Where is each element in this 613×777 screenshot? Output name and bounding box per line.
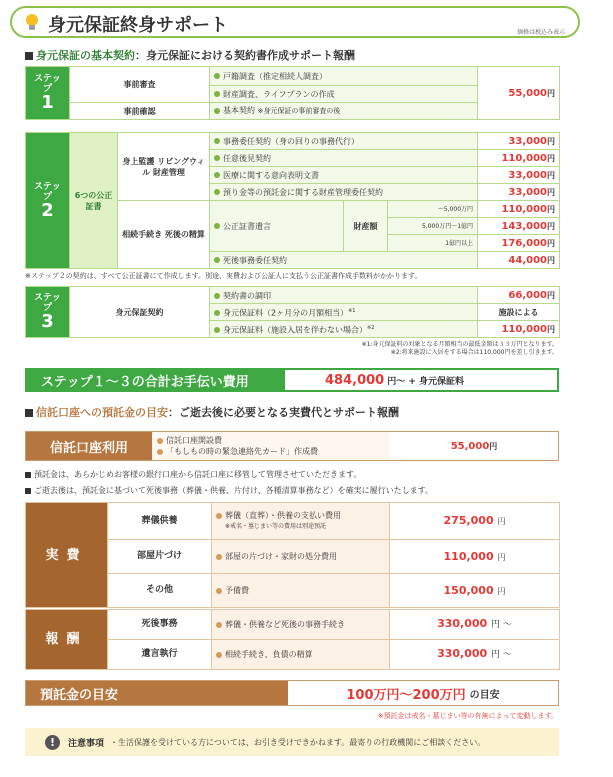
step3-item: 契約書の調印 [210,287,478,304]
step1-table [25,66,560,120]
bullet-dot-icon [214,108,220,114]
step2-item: 死後事務委任契約 [210,252,478,269]
square-bullet-icon [25,472,31,478]
bullet-dot-icon [216,622,222,628]
total-value: 484,000 円～ + 身元保証料 [325,372,465,388]
fee-price: 330,000 円 ～ [390,640,560,670]
asset-tier: 1億円以上 [388,235,478,252]
step3-badge: ステップ 3 [26,287,70,338]
caution-text: ・生活保護を受けている方については、お引き受けできかねます。最寄りの行政機関にご相談ください。 [110,737,486,747]
bullet-text: ご逝去後は、預託金に基づいて死後事務（葬儀・供養、片付け、各種清算事務など）を確実に履行いたします。 [25,485,433,496]
bullet-text: 預託金は、あらかじめお客様の銀行口座から信託口座に移管して管理させていただきます。 [25,469,361,480]
section1-heading: 身元保証の基本契約：身元保証における契約書作成サポート報酬 [25,47,355,63]
fee-table [25,609,560,670]
bullet-dot-icon [216,652,222,658]
step1-price: 55,000円 [478,67,560,120]
tax-note: 価格は税込み表示 [516,29,565,36]
step2-price: 110,000円 [478,150,560,167]
total-bar [25,368,559,392]
bullet-dot-icon [214,91,220,97]
step2-item: 事務委任契約（身の回りの事務代行） [210,133,478,150]
step2-sub: 6つの公正証書 [70,133,118,269]
step2-price: 33,000円 [478,133,560,150]
asset-tier: ～5,000万円 [388,201,478,218]
step2-table [25,132,560,269]
bullet-dot-icon [214,189,220,195]
step3-table [25,286,560,338]
step2-item: 任意後見契約 [210,150,478,167]
step3-name: 身元保証契約 [70,287,210,338]
step2-note: ※ステップ２の契約は、すべて公正証書にて作成します。別途、実費および公証人に支払う公正証書作成手数料がかかります。 [25,272,422,280]
actual-item: 部屋の片づけ・家財の処分費用 [212,540,390,574]
actual-row-name: 部屋片づけ [108,540,212,574]
section2-heading: 信託口座への預託金の目安：ご逝去後に必要となる実費代とサポート報酬 [25,404,399,420]
bullet-dot-icon [214,172,220,178]
bullet-dot-icon [157,438,163,444]
deposit-value: 100万円～200万円 の目安 [346,687,500,703]
exclamation-icon: ! [45,735,60,750]
step2-price: 44,000円 [478,252,560,269]
bullet-dot-icon [214,73,220,79]
deposit-bar [25,680,559,706]
step3-item: 身元保証料（施設入居を伴わない場合）$^{※2}$ [210,321,478,338]
step1-item: 戸籍調査（推定相続人調査） [210,67,478,86]
bullet-dot-icon [214,257,220,263]
bullet-dot-icon [214,155,220,161]
actual-item: 葬儀（直葬）・供養の支払い費用 ※戒名・墓じまい等の費用は別途預託 [212,503,390,540]
square-bullet-icon [25,409,33,417]
actual-cost-table [25,502,560,608]
trust-label: 信託口座利用 [26,432,152,460]
bullet-dot-icon [214,223,220,229]
square-bullet-icon [25,488,31,494]
trust-account-bar [25,431,559,461]
step1-row1-name: 事前審査 [70,67,210,103]
fee-row-name: 遺言執行 [108,640,212,670]
step1-row2-name: 事前確認 [70,103,210,120]
step3-item: 身元保証料（2ヶ月分の月額相当）$^{※1}$ [210,304,478,321]
fee-category: 報酬 [26,610,108,670]
asset-label: 財産額 [344,201,388,252]
step2-price: 143,000円 [478,218,560,235]
actual-price: 150,000 円 [390,574,560,608]
step2-price: 33,000円 [478,167,560,184]
bullet-dot-icon [214,310,220,316]
bullet-dot-icon [216,588,222,594]
trust-items: 信託口座開設費 「もしもの時の緊急連絡先カード」作成費 [152,432,390,460]
actual-row-name: その他 [108,574,212,608]
fee-row-name: 死後事務 [108,610,212,640]
step3-footnotes: ※1:身元保証料の対象となる月額相当の最低金額は３３万円となります。 ※2:将来施設に入居をする場合は110,000円を差し引きます。 [361,341,558,356]
asset-tier: 5,000万円～1億円 [388,218,478,235]
step1-badge: ステップ 1 [26,67,70,120]
actual-row-name: 葬儀供養 [108,503,212,540]
step2-will-item: 公正証書遺言 [210,201,344,252]
step2-group1-name: 身上監護 リビングウィル 財産管理 [118,133,210,201]
caution-title: 注意事項 [68,738,105,749]
actual-item: 予備費 [212,574,390,608]
lightbulb-icon [26,14,38,26]
bullet-dot-icon [216,513,222,519]
deposit-note: ※預託金は戒名・墓じまい等の有無によって変動します。 [377,712,558,720]
total-label: ステップ１～３の合計お手伝い費用 [27,370,285,390]
step3-price: 110,000円 [478,321,560,338]
page-title: 身元保証終身サポート [48,15,228,36]
fee-item: 葬儀・供養など死後の事務手続き [212,610,390,640]
step2-item: 医療に関する意向表明文書 [210,167,478,184]
step3-price: 66,000円 [478,287,560,304]
step2-item: 預り金等の預託金に関する財産管理委任契約 [210,184,478,201]
step2-badge: ステップ 2 [26,133,70,269]
actual-price: 275,000 円 [390,503,560,540]
actual-category: 実費 [26,503,108,608]
bullet-dot-icon [216,554,222,560]
step2-price: 33,000円 [478,184,560,201]
fee-item: 相続手続き、負債の精算 [212,640,390,670]
fee-price: 330,000 円 ～ [390,610,560,640]
step1-item: 財産調査、ライフプランの作成 [210,86,478,103]
bullet-dot-icon [214,138,220,144]
actual-price: 110,000 円 [390,540,560,574]
step2-price: 176,000円 [478,235,560,252]
deposit-label: 預託金の目安 [26,681,288,705]
step2-price: 110,000円 [478,201,560,218]
bullet-dot-icon [214,327,220,333]
caution-box [25,728,559,756]
step2-group2-name: 相続手続き 死後の精算 [118,201,210,269]
square-bullet-icon [25,52,33,60]
trust-price: 55,000 円 [390,432,558,460]
bullet-dot-icon [214,293,220,299]
step1-item: 基本契約 ※身元保証の事前審査の後 [210,103,478,120]
step3-price: 施設による [478,304,560,321]
bullet-dot-icon [157,449,163,455]
